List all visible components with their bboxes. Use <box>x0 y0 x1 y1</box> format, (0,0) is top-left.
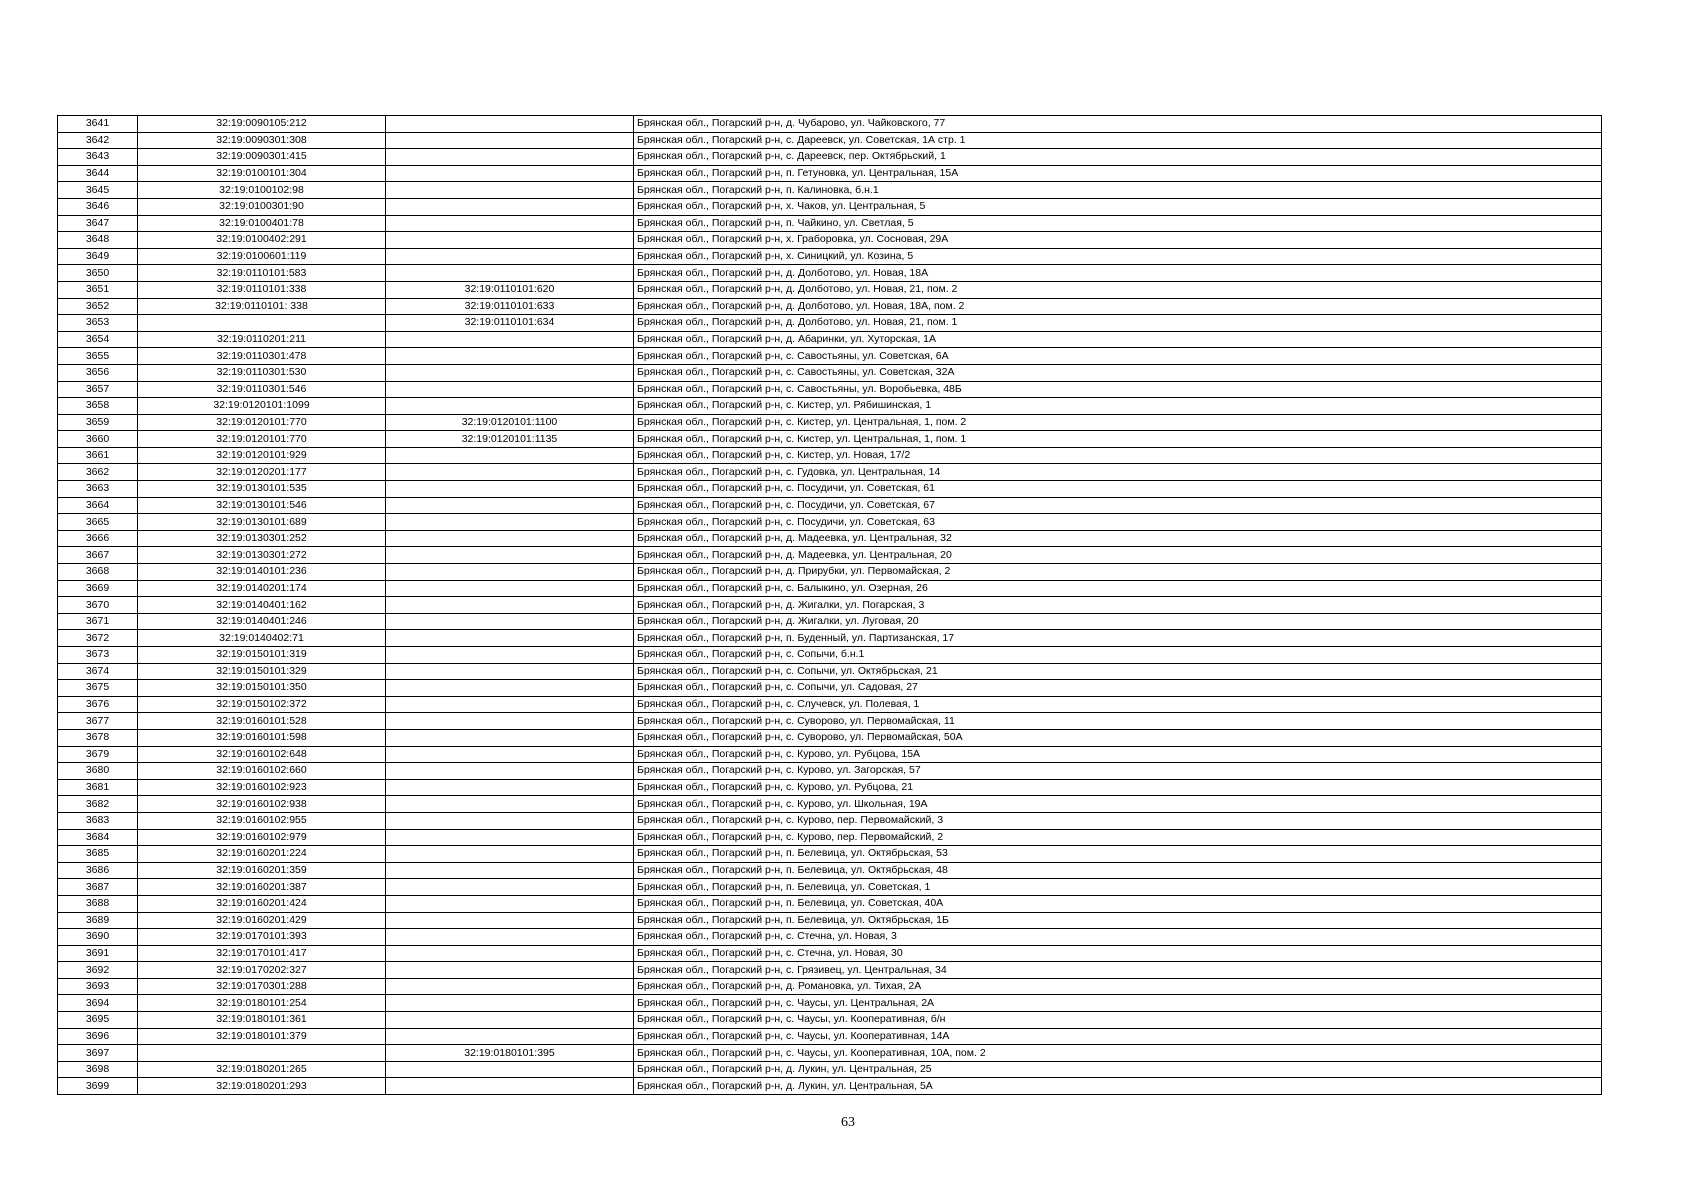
related-cadastral-number-cell <box>386 381 634 398</box>
row-number-cell: 3654 <box>58 331 138 348</box>
address-cell: Брянская обл., Погарский р-н, с. Курово, пер. Первомайский, 3 <box>634 812 1602 829</box>
table-row <box>58 663 1602 680</box>
related-cadastral-number-cell <box>386 647 634 664</box>
row-number-cell: 3676 <box>58 696 138 713</box>
cadastral-number-cell: 32:19:0110101: 338 <box>138 298 386 315</box>
table-row <box>58 912 1602 929</box>
cadastral-number-cell: 32:19:0170202:327 <box>138 962 386 979</box>
table-row <box>58 630 1602 647</box>
address-cell: Брянская обл., Погарский р-н, с. Посудичи, ул. Советская, 67 <box>634 497 1602 514</box>
address-cell: Брянская обл., Погарский р-н, с. Чаусы, ул. Кооперативная, 14А <box>634 1028 1602 1045</box>
address-cell: Брянская обл., Погарский р-н, с. Кистер, ул. Центральная, 1, пом. 1 <box>634 431 1602 448</box>
related-cadastral-number-cell <box>386 1028 634 1045</box>
table-row <box>58 348 1602 365</box>
cadastral-number-cell: 32:19:0110301:546 <box>138 381 386 398</box>
cadastral-number-cell: 32:19:0180101:379 <box>138 1028 386 1045</box>
cadastral-number-cell: 32:19:0100601:119 <box>138 248 386 265</box>
row-number-cell: 3650 <box>58 265 138 282</box>
cadastral-number-cell: 32:19:0140401:246 <box>138 613 386 630</box>
related-cadastral-number-cell <box>386 945 634 962</box>
row-number-cell: 3698 <box>58 1061 138 1078</box>
row-number-cell: 3659 <box>58 414 138 431</box>
related-cadastral-number-cell <box>386 995 634 1012</box>
table-row <box>58 281 1602 298</box>
table-row <box>58 265 1602 282</box>
table-row <box>58 381 1602 398</box>
address-cell: Брянская обл., Погарский р-н, с. Савостьяны, ул. Воробьевка, 48Б <box>634 381 1602 398</box>
address-cell: Брянская обл., Погарский р-н, с. Курово, ул. Рубцова, 15А <box>634 746 1602 763</box>
address-cell: Брянская обл., Погарский р-н, х. Синицкий, ул. Козина, 5 <box>634 248 1602 265</box>
address-cell: Брянская обл., Погарский р-н, с. Стечна, ул. Новая, 3 <box>634 929 1602 946</box>
cadastral-number-cell: 32:19:0100101:304 <box>138 165 386 182</box>
table-row <box>58 1078 1602 1095</box>
cadastral-number-cell: 32:19:0120101:929 <box>138 447 386 464</box>
table-row <box>58 796 1602 813</box>
row-number-cell: 3666 <box>58 530 138 547</box>
row-number-cell: 3690 <box>58 929 138 946</box>
related-cadastral-number-cell <box>386 149 634 166</box>
related-cadastral-number-cell <box>386 895 634 912</box>
row-number-cell: 3696 <box>58 1028 138 1045</box>
row-number-cell: 3685 <box>58 846 138 863</box>
related-cadastral-number-cell <box>386 132 634 149</box>
row-number-cell: 3691 <box>58 945 138 962</box>
table-row <box>58 729 1602 746</box>
related-cadastral-number-cell <box>386 746 634 763</box>
row-number-cell: 3684 <box>58 829 138 846</box>
related-cadastral-number-cell <box>386 962 634 979</box>
related-cadastral-number-cell <box>386 464 634 481</box>
row-number-cell: 3673 <box>58 647 138 664</box>
address-cell: Брянская обл., Погарский р-н, с. Чаусы, ул. Кооперативная, 10А, пом. 2 <box>634 1045 1602 1062</box>
cadastral-number-cell: 32:19:0140101:236 <box>138 564 386 581</box>
address-cell: Брянская обл., Погарский р-н, с. Савостьяны, ул. Советская, 6А <box>634 348 1602 365</box>
cadastral-number-cell: 32:19:0110101:583 <box>138 265 386 282</box>
related-cadastral-number-cell <box>386 696 634 713</box>
related-cadastral-number-cell: 32:19:0110101:633 <box>386 298 634 315</box>
cadastral-number-cell: 32:19:0150102:372 <box>138 696 386 713</box>
table-row <box>58 315 1602 332</box>
table-row <box>58 514 1602 531</box>
registry-table-body <box>58 116 1602 1095</box>
related-cadastral-number-cell <box>386 713 634 730</box>
related-cadastral-number-cell: 32:19:0180101:395 <box>386 1045 634 1062</box>
cadastral-number-cell: 32:19:0170101:417 <box>138 945 386 962</box>
row-number-cell: 3660 <box>58 431 138 448</box>
row-number-cell: 3648 <box>58 232 138 249</box>
row-number-cell: 3644 <box>58 165 138 182</box>
row-number-cell: 3649 <box>58 248 138 265</box>
table-row <box>58 929 1602 946</box>
address-cell: Брянская обл., Погарский р-н, п. Калиновка, б.н.1 <box>634 182 1602 199</box>
row-number-cell: 3665 <box>58 514 138 531</box>
row-number-cell: 3667 <box>58 547 138 564</box>
cadastral-number-cell: 32:19:0090301:415 <box>138 149 386 166</box>
address-cell: Брянская обл., Погарский р-н, п. Белевица, ул. Советская, 40А <box>634 895 1602 912</box>
address-cell: Брянская обл., Погарский р-н, с. Дареевск, пер. Октябрьский, 1 <box>634 149 1602 166</box>
related-cadastral-number-cell <box>386 978 634 995</box>
cadastral-number-cell: 32:19:0180101:361 <box>138 1012 386 1029</box>
row-number-cell: 3689 <box>58 912 138 929</box>
page-number: 63 <box>841 1115 855 1130</box>
table-row <box>58 879 1602 896</box>
cadastral-number-cell: 32:19:0110301:478 <box>138 348 386 365</box>
row-number-cell: 3647 <box>58 215 138 232</box>
address-cell: Брянская обл., Погарский р-н, д. Абаринки, ул. Хуторская, 1А <box>634 331 1602 348</box>
address-cell: Брянская обл., Погарский р-н, д. Лукин, ул. Центральная, 5А <box>634 1078 1602 1095</box>
related-cadastral-number-cell <box>386 613 634 630</box>
cadastral-number-cell: 32:19:0130301:252 <box>138 530 386 547</box>
related-cadastral-number-cell <box>386 398 634 415</box>
table-row <box>58 198 1602 215</box>
row-number-cell: 3675 <box>58 680 138 697</box>
cadastral-number-cell: 32:19:0090105:212 <box>138 116 386 133</box>
address-cell: Брянская обл., Погарский р-н, п. Белевица, ул. Октябрьская, 53 <box>634 846 1602 863</box>
row-number-cell: 3670 <box>58 597 138 614</box>
cadastral-number-cell <box>138 1045 386 1062</box>
table-row <box>58 978 1602 995</box>
address-cell: Брянская обл., Погарский р-н, с. Сопычи, ул. Садовая, 27 <box>634 680 1602 697</box>
address-cell: Брянская обл., Погарский р-н, с. Суворово, ул. Первомайская, 11 <box>634 713 1602 730</box>
address-cell: Брянская обл., Погарский р-н, с. Кистер, ул. Центральная, 1, пом. 2 <box>634 414 1602 431</box>
table-row <box>58 1061 1602 1078</box>
row-number-cell: 3692 <box>58 962 138 979</box>
related-cadastral-number-cell <box>386 564 634 581</box>
row-number-cell: 3683 <box>58 812 138 829</box>
row-number-cell: 3682 <box>58 796 138 813</box>
row-number-cell: 3679 <box>58 746 138 763</box>
address-cell: Брянская обл., Погарский р-н, с. Чаусы, ул. Кооперативная, б/н <box>634 1012 1602 1029</box>
related-cadastral-number-cell <box>386 912 634 929</box>
row-number-cell: 3655 <box>58 348 138 365</box>
related-cadastral-number-cell <box>386 165 634 182</box>
address-cell: Брянская обл., Погарский р-н, с. Сопычи, ул. Октябрьская, 21 <box>634 663 1602 680</box>
cadastral-number-cell: 32:19:0110201:211 <box>138 331 386 348</box>
row-number-cell: 3699 <box>58 1078 138 1095</box>
related-cadastral-number-cell <box>386 182 634 199</box>
cadastral-number-cell: 32:19:0180201:265 <box>138 1061 386 1078</box>
related-cadastral-number-cell <box>386 232 634 249</box>
cadastral-number-cell: 32:19:0120101:770 <box>138 414 386 431</box>
related-cadastral-number-cell <box>386 729 634 746</box>
table-row <box>58 862 1602 879</box>
address-cell: Брянская обл., Погарский р-н, д. Долботово, ул. Новая, 18А <box>634 265 1602 282</box>
address-cell: Брянская обл., Погарский р-н, д. Чубарово, ул. Чайковского, 77 <box>634 116 1602 133</box>
cadastral-number-cell: 32:19:0150101:350 <box>138 680 386 697</box>
table-row <box>58 165 1602 182</box>
table-row <box>58 182 1602 199</box>
cadastral-number-cell: 32:19:0170301:288 <box>138 978 386 995</box>
table-row <box>58 1028 1602 1045</box>
address-cell: Брянская обл., Погарский р-н, с. Кистер, ул. Новая, 17/2 <box>634 447 1602 464</box>
row-number-cell: 3664 <box>58 497 138 514</box>
address-cell: Брянская обл., Погарский р-н, с. Посудичи, ул. Советская, 63 <box>634 514 1602 531</box>
table-row <box>58 149 1602 166</box>
related-cadastral-number-cell <box>386 580 634 597</box>
address-cell: Брянская обл., Погарский р-н, п. Буденный, ул. Партизанская, 17 <box>634 630 1602 647</box>
cadastral-number-cell: 32:19:0160201:429 <box>138 912 386 929</box>
table-row <box>58 613 1602 630</box>
table-row <box>58 447 1602 464</box>
address-cell: Брянская обл., Погарский р-н, п. Чайкино, ул. Светлая, 5 <box>634 215 1602 232</box>
related-cadastral-number-cell <box>386 265 634 282</box>
cadastral-number-cell: 32:19:0160201:359 <box>138 862 386 879</box>
address-cell: Брянская обл., Погарский р-н, с. Курово, ул. Рубцова, 21 <box>634 779 1602 796</box>
address-cell: Брянская обл., Погарский р-н, д. Мадеевка, ул. Центральная, 32 <box>634 530 1602 547</box>
related-cadastral-number-cell <box>386 879 634 896</box>
address-cell: Брянская обл., Погарский р-н, д. Прирубки, ул. Первомайская, 2 <box>634 564 1602 581</box>
row-number-cell: 3674 <box>58 663 138 680</box>
cadastral-number-cell: 32:19:0160102:648 <box>138 746 386 763</box>
cadastral-number-cell: 32:19:0160101:528 <box>138 713 386 730</box>
row-number-cell: 3652 <box>58 298 138 315</box>
related-cadastral-number-cell <box>386 630 634 647</box>
row-number-cell: 3687 <box>58 879 138 896</box>
related-cadastral-number-cell <box>386 116 634 133</box>
row-number-cell: 3680 <box>58 763 138 780</box>
table-row <box>58 464 1602 481</box>
cadastral-number-cell: 32:19:0130101:689 <box>138 514 386 531</box>
related-cadastral-number-cell <box>386 447 634 464</box>
related-cadastral-number-cell <box>386 663 634 680</box>
table-row <box>58 364 1602 381</box>
table-row <box>58 331 1602 348</box>
cadastral-number-cell: 32:19:0180201:293 <box>138 1078 386 1095</box>
address-cell: Брянская обл., Погарский р-н, п. Гетуновка, ул. Центральная, 15А <box>634 165 1602 182</box>
table-row <box>58 746 1602 763</box>
table-row <box>58 680 1602 697</box>
row-number-cell: 3697 <box>58 1045 138 1062</box>
address-cell: Брянская обл., Погарский р-н, д. Жигалки, ул. Луговая, 20 <box>634 613 1602 630</box>
cadastral-number-cell: 32:19:0140402:71 <box>138 630 386 647</box>
related-cadastral-number-cell <box>386 547 634 564</box>
address-cell: Брянская обл., Погарский р-н, д. Долботово, ул. Новая, 21, пом. 1 <box>634 315 1602 332</box>
address-cell: Брянская обл., Погарский р-н, д. Мадеевка, ул. Центральная, 20 <box>634 547 1602 564</box>
row-number-cell: 3658 <box>58 398 138 415</box>
cadastral-number-cell: 32:19:0150101:319 <box>138 647 386 664</box>
address-cell: Брянская обл., Погарский р-н, с. Курово, ул. Загорская, 57 <box>634 763 1602 780</box>
row-number-cell: 3668 <box>58 564 138 581</box>
row-number-cell: 3695 <box>58 1012 138 1029</box>
table-row <box>58 945 1602 962</box>
cadastral-number-cell: 32:19:0160101:598 <box>138 729 386 746</box>
table-row <box>58 597 1602 614</box>
related-cadastral-number-cell <box>386 215 634 232</box>
cadastral-number-cell: 32:19:0160201:224 <box>138 846 386 863</box>
row-number-cell: 3641 <box>58 116 138 133</box>
address-cell: Брянская обл., Погарский р-н, с. Посудичи, ул. Советская, 61 <box>634 481 1602 498</box>
cadastral-number-cell: 32:19:0100301:90 <box>138 198 386 215</box>
cadastral-number-cell: 32:19:0160102:938 <box>138 796 386 813</box>
row-number-cell: 3656 <box>58 364 138 381</box>
related-cadastral-number-cell <box>386 1061 634 1078</box>
related-cadastral-number-cell <box>386 763 634 780</box>
related-cadastral-number-cell <box>386 1012 634 1029</box>
address-cell: Брянская обл., Погарский р-н, с. Балыкино, ул. Озерная, 26 <box>634 580 1602 597</box>
cadastral-number-cell: 32:19:0180101:254 <box>138 995 386 1012</box>
related-cadastral-number-cell <box>386 846 634 863</box>
address-cell: Брянская обл., Погарский р-н, с. Случевск, ул. Полевая, 1 <box>634 696 1602 713</box>
row-number-cell: 3661 <box>58 447 138 464</box>
table-row <box>58 132 1602 149</box>
address-cell: Брянская обл., Погарский р-н, с. Сопычи, б.н.1 <box>634 647 1602 664</box>
address-cell: Брянская обл., Погарский р-н, с. Кистер, ул. Рябишинская, 1 <box>634 398 1602 415</box>
related-cadastral-number-cell <box>386 1078 634 1095</box>
table-row <box>58 895 1602 912</box>
table-row <box>58 298 1602 315</box>
address-cell: Брянская обл., Погарский р-н, с. Курово, пер. Первомайский, 2 <box>634 829 1602 846</box>
row-number-cell: 3643 <box>58 149 138 166</box>
address-cell: Брянская обл., Погарский р-н, п. Белевица, ул. Советская, 1 <box>634 879 1602 896</box>
table-row <box>58 713 1602 730</box>
row-number-cell: 3677 <box>58 713 138 730</box>
table-row <box>58 497 1602 514</box>
row-number-cell: 3693 <box>58 978 138 995</box>
row-number-cell: 3642 <box>58 132 138 149</box>
related-cadastral-number-cell <box>386 929 634 946</box>
table-row <box>58 547 1602 564</box>
table-row <box>58 696 1602 713</box>
row-number-cell: 3669 <box>58 580 138 597</box>
cadastral-number-cell: 32:19:0120101:1099 <box>138 398 386 415</box>
cadastral-number-cell: 32:19:0160201:424 <box>138 895 386 912</box>
related-cadastral-number-cell: 32:19:0120101:1135 <box>386 431 634 448</box>
related-cadastral-number-cell <box>386 597 634 614</box>
table-row <box>58 232 1602 249</box>
table-row <box>58 779 1602 796</box>
related-cadastral-number-cell <box>386 812 634 829</box>
table-row <box>58 829 1602 846</box>
cadastral-number-cell: 32:19:0100401:78 <box>138 215 386 232</box>
address-cell: Брянская обл., Погарский р-н, д. Романовка, ул. Тихая, 2А <box>634 978 1602 995</box>
cadastral-number-cell: 32:19:0140401:162 <box>138 597 386 614</box>
row-number-cell: 3651 <box>58 281 138 298</box>
address-cell: Брянская обл., Погарский р-н, д. Долботово, ул. Новая, 21, пом. 2 <box>634 281 1602 298</box>
cadastral-number-cell: 32:19:0130301:272 <box>138 547 386 564</box>
related-cadastral-number-cell <box>386 829 634 846</box>
cadastral-number-cell: 32:19:0160102:979 <box>138 829 386 846</box>
row-number-cell: 3688 <box>58 895 138 912</box>
cadastral-number-cell: 32:19:0150101:329 <box>138 663 386 680</box>
related-cadastral-number-cell <box>386 348 634 365</box>
table-row <box>58 962 1602 979</box>
table-row <box>58 215 1602 232</box>
row-number-cell: 3671 <box>58 613 138 630</box>
table-row <box>58 1045 1602 1062</box>
row-number-cell: 3681 <box>58 779 138 796</box>
address-cell: Брянская обл., Погарский р-н, с. Суворово, ул. Первомайская, 50А <box>634 729 1602 746</box>
table-row <box>58 398 1602 415</box>
related-cadastral-number-cell: 32:19:0120101:1100 <box>386 414 634 431</box>
row-number-cell: 3653 <box>58 315 138 332</box>
row-number-cell: 3694 <box>58 995 138 1012</box>
table-row <box>58 530 1602 547</box>
cadastral-number-cell: 32:19:0100102:98 <box>138 182 386 199</box>
related-cadastral-number-cell <box>386 862 634 879</box>
table-row <box>58 763 1602 780</box>
address-cell: Брянская обл., Погарский р-н, д. Жигалки, ул. Погарская, 3 <box>634 597 1602 614</box>
address-cell: Брянская обл., Погарский р-н, с. Стечна, ул. Новая, 30 <box>634 945 1602 962</box>
address-cell: Брянская обл., Погарский р-н, с. Савостьяны, ул. Советская, 32А <box>634 364 1602 381</box>
cadastral-number-cell: 32:19:0120101:770 <box>138 431 386 448</box>
table-row <box>58 1012 1602 1029</box>
related-cadastral-number-cell <box>386 331 634 348</box>
related-cadastral-number-cell <box>386 796 634 813</box>
cadastral-number-cell: 32:19:0170101:393 <box>138 929 386 946</box>
table-row <box>58 431 1602 448</box>
table-row <box>58 647 1602 664</box>
table-row <box>58 995 1602 1012</box>
related-cadastral-number-cell: 32:19:0110101:634 <box>386 315 634 332</box>
address-cell: Брянская обл., Погарский р-н, с. Курово, ул. Школьная, 19А <box>634 796 1602 813</box>
table-row <box>58 481 1602 498</box>
cadastral-number-cell: 32:19:0110301:530 <box>138 364 386 381</box>
row-number-cell: 3662 <box>58 464 138 481</box>
table-row <box>58 846 1602 863</box>
row-number-cell: 3645 <box>58 182 138 199</box>
related-cadastral-number-cell <box>386 779 634 796</box>
table-row <box>58 116 1602 133</box>
cadastral-number-cell: 32:19:0160102:660 <box>138 763 386 780</box>
related-cadastral-number-cell <box>386 481 634 498</box>
address-cell: Брянская обл., Погарский р-н, д. Лукин, ул. Центральная, 25 <box>634 1061 1602 1078</box>
row-number-cell: 3657 <box>58 381 138 398</box>
address-cell: Брянская обл., Погарский р-н, д. Долботово, ул. Новая, 18А, пом. 2 <box>634 298 1602 315</box>
cadastral-number-cell: 32:19:0090301:308 <box>138 132 386 149</box>
row-number-cell: 3672 <box>58 630 138 647</box>
address-cell: Брянская обл., Погарский р-н, с. Чаусы, ул. Центральная, 2А <box>634 995 1602 1012</box>
row-number-cell: 3686 <box>58 862 138 879</box>
table-row <box>58 564 1602 581</box>
table-row <box>58 248 1602 265</box>
row-number-cell: 3646 <box>58 198 138 215</box>
cadastral-number-cell: 32:19:0110101:338 <box>138 281 386 298</box>
cadastral-number-cell: 32:19:0100402:291 <box>138 232 386 249</box>
row-number-cell: 3663 <box>58 481 138 498</box>
cadastral-number-cell: 32:19:0130101:535 <box>138 481 386 498</box>
cadastral-number-cell: 32:19:0160102:955 <box>138 812 386 829</box>
registry-table <box>57 115 1602 1095</box>
cadastral-number-cell: 32:19:0160201:387 <box>138 879 386 896</box>
address-cell: Брянская обл., Погарский р-н, п. Белевица, ул. Октябрьская, 48 <box>634 862 1602 879</box>
cadastral-number-cell: 32:19:0130101:546 <box>138 497 386 514</box>
related-cadastral-number-cell <box>386 198 634 215</box>
related-cadastral-number-cell <box>386 497 634 514</box>
address-cell: Брянская обл., Погарский р-н, х. Чаков, ул. Центральная, 5 <box>634 198 1602 215</box>
related-cadastral-number-cell <box>386 364 634 381</box>
cadastral-number-cell <box>138 315 386 332</box>
table-row <box>58 414 1602 431</box>
related-cadastral-number-cell: 32:19:0110101:620 <box>386 281 634 298</box>
related-cadastral-number-cell <box>386 530 634 547</box>
cadastral-number-cell: 32:19:0140201:174 <box>138 580 386 597</box>
cadastral-number-cell: 32:19:0160102:923 <box>138 779 386 796</box>
address-cell: Брянская обл., Погарский р-н, х. Граборовка, ул. Сосновая, 29А <box>634 232 1602 249</box>
related-cadastral-number-cell <box>386 680 634 697</box>
table-row <box>58 812 1602 829</box>
row-number-cell: 3678 <box>58 729 138 746</box>
address-cell: Брянская обл., Погарский р-н, с. Дареевск, ул. Советская, 1А стр. 1 <box>634 132 1602 149</box>
cadastral-number-cell: 32:19:0120201:177 <box>138 464 386 481</box>
address-cell: Брянская обл., Погарский р-н, с. Гудовка, ул. Центральная, 14 <box>634 464 1602 481</box>
address-cell: Брянская обл., Погарский р-н, с. Грязивец, ул. Центральная, 34 <box>634 962 1602 979</box>
related-cadastral-number-cell <box>386 514 634 531</box>
related-cadastral-number-cell <box>386 248 634 265</box>
table-row <box>58 580 1602 597</box>
address-cell: Брянская обл., Погарский р-н, п. Белевица, ул. Октябрьская, 1Б <box>634 912 1602 929</box>
